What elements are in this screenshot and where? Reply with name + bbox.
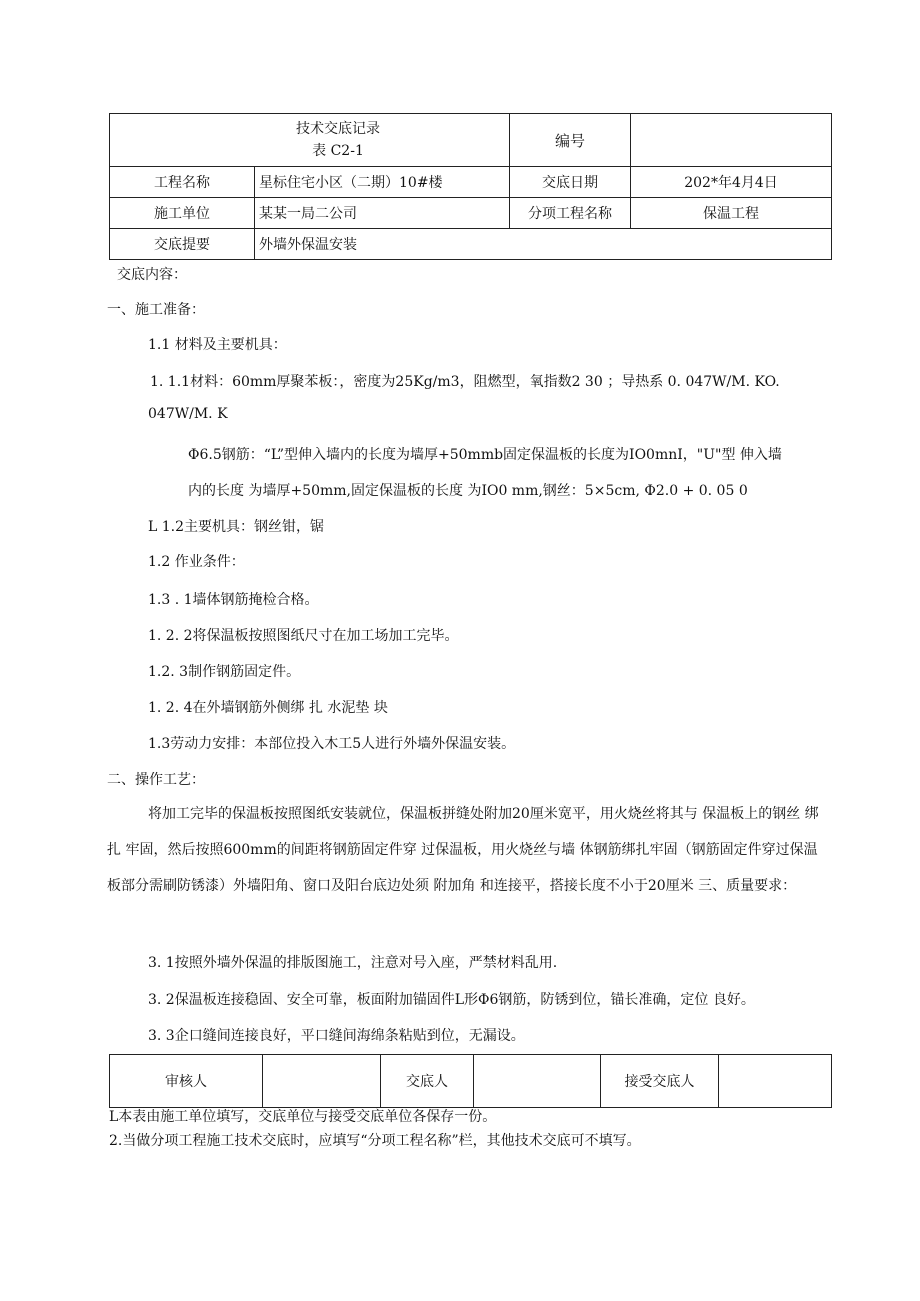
receiver-field[interactable] <box>719 1055 832 1108</box>
quality-1: 3. 1按照外墙外保温的排版图施工，注意对号入座，严禁材料乱用. <box>148 955 558 971</box>
condition-4: 1. 2. 4在外墙钢筋外侧绑 扎 水泥垫 块 <box>148 700 388 716</box>
project-name-label: 工程名称 <box>110 167 255 198</box>
discloser-field[interactable] <box>474 1055 601 1108</box>
note-1: L本表由施工单位填写，交底单位与接受交底单位各保存一份。 <box>109 1109 497 1125</box>
section-2-title: 二、操作工艺： <box>107 772 205 788</box>
labor-line: 1.3劳动力安排：本部位投入木工5人进行外墙外保温安装。 <box>148 736 516 752</box>
date-value[interactable]: 202*年4月4日 <box>631 167 832 198</box>
code-label: 编号 <box>510 114 631 167</box>
condition-1: 1.3 . 1墙体钢筋掩检合格。 <box>148 592 319 608</box>
content-intro: 交底内容： <box>117 267 187 283</box>
materials-line-2: 047W/M. K <box>148 406 228 422</box>
process-paragraph: 将加工完毕的保温板按照图纸安装就位，保温板拼缝处附加20厘米宽平，用火烧丝将其与 保温板上的钢丝 绑扎 牢固，然后按照600mm的间距将钢筋固定件穿 过保温板，用火烧丝与墙 体钢筋绑扎牢固（钢筋固定件穿过保温板部分需刷防锈漆）外墙阳角、窗口及阳台底边处须 附加角 和连接平，搭接长度不小于20厘米 三、质量要求： <box>107 806 819 894</box>
project-name-value[interactable]: 星标住宅小区（二期）10#楼 <box>255 167 510 198</box>
receiver-label: 接受交底人 <box>601 1055 719 1108</box>
section-1-title: 一、施工准备： <box>107 302 205 318</box>
contractor-value[interactable]: 某某一局二公司 <box>255 198 510 229</box>
form-code: 表 C2-1 <box>312 143 364 159</box>
form-title-cell <box>110 114 510 167</box>
steel-line-2: 内的长度 为墙厚+50mm,固定保温板的长度 为IO0 mm,钢丝：5×5cm, Φ2.0 + 0. 05 0 <box>188 483 748 499</box>
condition-2: 1. 2. 2将保温板按照图纸尺寸在加工场加工完毕。 <box>148 628 459 644</box>
reviewer-label: 审核人 <box>110 1055 263 1108</box>
discloser-label: 交底人 <box>381 1055 474 1108</box>
reviewer-field[interactable] <box>263 1055 381 1108</box>
code-value[interactable] <box>631 114 832 167</box>
steel-line-1: Φ6.5钢筋：“L”型伸入墙内的长度为墙厚+50mmb固定保温板的长度为IO0mnI，"U"型 伸入墙 <box>188 447 782 463</box>
materials-line-1: 1. 1.1材料：60mm厚聚苯板：，密度为25Kg/m3，阻燃型，氧指数2 30 ；导热系 0. 047W/M. KO. <box>150 374 780 390</box>
quality-2: 3. 2保温板连接稳固、安全可靠，板面附加锚固件L形Φ6钢筋，防锈到位，锚长准确，定位 良好。 <box>148 992 755 1008</box>
form-title: 技术交底记录 <box>296 121 380 137</box>
sub-project-label: 分项工程名称 <box>510 198 631 229</box>
note-2: 2.当做分项工程施工技术交底时，应填写“分项工程名称”栏，其他技术交底可不填写。 <box>109 1133 641 1149</box>
date-label: 交底日期 <box>510 167 631 198</box>
materials-heading: 1.1 材料及主要机具： <box>148 337 287 353</box>
summary-value[interactable]: 外墙外保温安装 <box>255 229 832 260</box>
quality-3: 3. 3企口缝间连接良好，平口缝间海绵条粘贴到位，无漏设。 <box>148 1028 525 1044</box>
conditions-heading: 1.2 作业条件： <box>148 554 245 570</box>
tools-line: L 1.2主要机具：钢丝钳，锯 <box>148 519 325 535</box>
summary-label: 交底提要 <box>110 229 255 260</box>
sub-project-value[interactable]: 保温工程 <box>631 198 832 229</box>
contractor-label: 施工单位 <box>110 198 255 229</box>
header-table <box>109 113 832 260</box>
signature-table <box>109 1054 832 1108</box>
condition-3: 1.2. 3制作钢筋固定件。 <box>148 664 301 680</box>
